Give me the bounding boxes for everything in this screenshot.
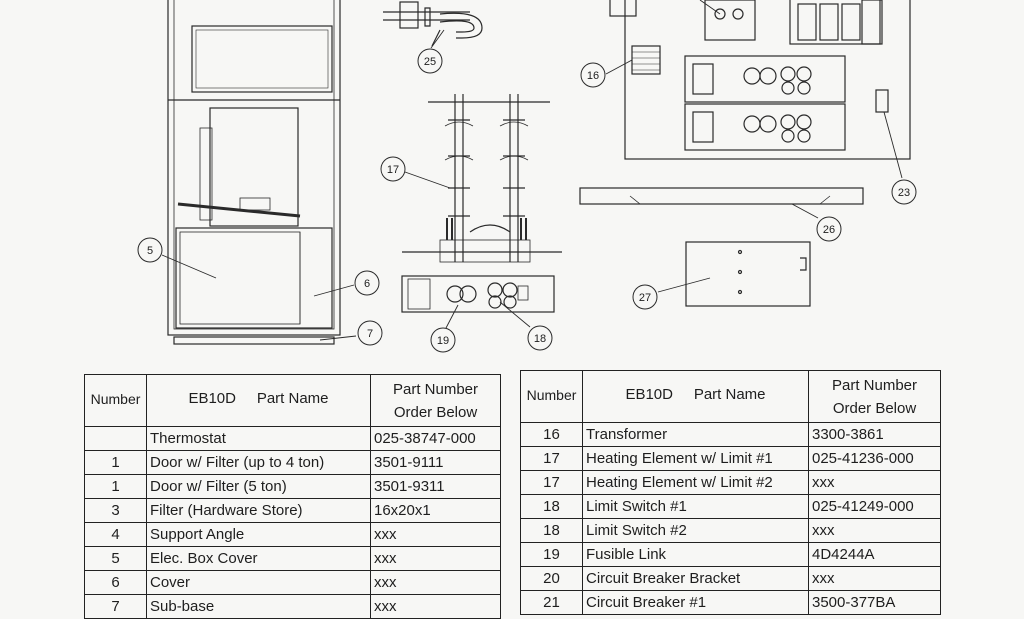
- row-part-name: Sub-base: [147, 595, 371, 619]
- header-number: Number: [521, 371, 583, 423]
- row-number: 4: [85, 523, 147, 547]
- row-part-number: xxx: [371, 523, 501, 547]
- callout-label-7: 7: [366, 328, 374, 340]
- row-part-number: 025-38747-000: [371, 427, 501, 451]
- callout-label-17: 17: [386, 164, 400, 176]
- header-number: Number: [85, 375, 147, 427]
- callout-label-27: 27: [638, 292, 652, 304]
- table-row: [521, 543, 941, 567]
- row-part-name: Door w/ Filter (5 ton): [147, 475, 371, 499]
- row-part-number: xxx: [371, 595, 501, 619]
- row-part-name: Heating Element w/ Limit #2: [583, 471, 809, 495]
- row-part-name: Thermostat: [147, 427, 371, 451]
- cover-panel-drawing: [686, 242, 810, 306]
- callout-label-5: 5: [146, 245, 154, 257]
- row-part-name: Heating Element w/ Limit #1: [583, 447, 809, 471]
- row-part-name: Support Angle: [147, 523, 371, 547]
- table-row: [521, 519, 941, 543]
- header-part-name: [583, 371, 809, 423]
- row-number: 7: [85, 595, 147, 619]
- row-part-number: 16x20x1: [371, 499, 501, 523]
- row-part-number: 025-41249-000: [809, 495, 941, 519]
- row-part-number: 3501-9311: [371, 475, 501, 499]
- row-part-name: Limit Switch #1: [583, 495, 809, 519]
- table-row: [521, 471, 941, 495]
- header-part-number-line1: Part Number: [392, 380, 479, 398]
- parts-table-right: [520, 370, 941, 615]
- row-number: 5: [85, 547, 147, 571]
- table-header-row: [521, 371, 941, 423]
- heating-element-drawing: [402, 94, 562, 262]
- row-number: 17: [521, 471, 583, 495]
- header-part-number: [371, 375, 501, 427]
- table-row: [85, 595, 501, 619]
- callout-label-25: 25: [423, 56, 437, 68]
- row-number: 16: [521, 423, 583, 447]
- table-row: [85, 475, 501, 499]
- cabinet-drawing: [168, 0, 340, 344]
- row-part-name: Transformer: [583, 423, 809, 447]
- row-part-name: Filter (Hardware Store): [147, 499, 371, 523]
- callout-label-18: 18: [533, 333, 547, 345]
- header-part-name-text: Part Name: [256, 389, 329, 407]
- row-part-number: 3501-9111: [371, 451, 501, 475]
- header-part-number-line2: Order Below: [393, 403, 478, 421]
- table-row: [521, 423, 941, 447]
- row-number: 19: [521, 543, 583, 567]
- table-row: [521, 567, 941, 591]
- header-part-number-line1: Part Number: [831, 376, 918, 394]
- row-part-name: Limit Switch #2: [583, 519, 809, 543]
- control-panel-drawing: [610, 0, 910, 159]
- row-number: 1: [85, 475, 147, 499]
- base-plate-drawing: [580, 188, 863, 204]
- row-number: [85, 427, 147, 451]
- header-part-name: [147, 375, 371, 427]
- header-part-number: [809, 371, 941, 423]
- callout-label-6: 6: [363, 278, 371, 290]
- row-part-name: Door w/ Filter (up to 4 ton): [147, 451, 371, 475]
- callout-label-16: 16: [586, 70, 600, 82]
- leader-lines: [162, 0, 902, 340]
- callout-label-23: 23: [897, 187, 911, 199]
- row-number: 1: [85, 451, 147, 475]
- row-part-number: xxx: [371, 571, 501, 595]
- row-part-number: xxx: [809, 519, 941, 543]
- row-number: 18: [521, 495, 583, 519]
- row-part-number: 3500-377BA: [809, 591, 941, 615]
- header-part-name-text: Part Name: [693, 385, 766, 403]
- table-row: [85, 547, 501, 571]
- header-model: EB10D: [625, 385, 673, 403]
- table-row: [85, 451, 501, 475]
- parts-table-left: [84, 374, 501, 619]
- row-part-number: xxx: [809, 567, 941, 591]
- row-number: 3: [85, 499, 147, 523]
- table-row: [521, 495, 941, 519]
- table-row: [521, 447, 941, 471]
- row-number: 21: [521, 591, 583, 615]
- row-part-name: Elec. Box Cover: [147, 547, 371, 571]
- table-header-row: [85, 375, 501, 427]
- table-row: [85, 523, 501, 547]
- row-part-name: Circuit Breaker #1: [583, 591, 809, 615]
- table-row: [521, 591, 941, 615]
- row-part-number: 3300-3861: [809, 423, 941, 447]
- row-number: 18: [521, 519, 583, 543]
- pipe-elbow-drawing: [383, 2, 482, 46]
- row-part-number: 4D4244A: [809, 543, 941, 567]
- row-number: 6: [85, 571, 147, 595]
- header-model: EB10D: [188, 389, 236, 407]
- table-row: [85, 427, 501, 451]
- row-part-number: xxx: [809, 471, 941, 495]
- row-part-name: Cover: [147, 571, 371, 595]
- table-row: [85, 499, 501, 523]
- limit-switch-bracket-drawing: [402, 276, 554, 312]
- row-number: 20: [521, 567, 583, 591]
- row-part-number: xxx: [371, 547, 501, 571]
- callout-label-19: 19: [436, 335, 450, 347]
- header-part-number-line2: Order Below: [832, 399, 917, 417]
- row-number: 17: [521, 447, 583, 471]
- row-part-name: Fusible Link: [583, 543, 809, 567]
- row-part-number: 025-41236-000: [809, 447, 941, 471]
- row-part-name: Circuit Breaker Bracket: [583, 567, 809, 591]
- callout-label-26: 26: [822, 224, 836, 236]
- table-row: [85, 571, 501, 595]
